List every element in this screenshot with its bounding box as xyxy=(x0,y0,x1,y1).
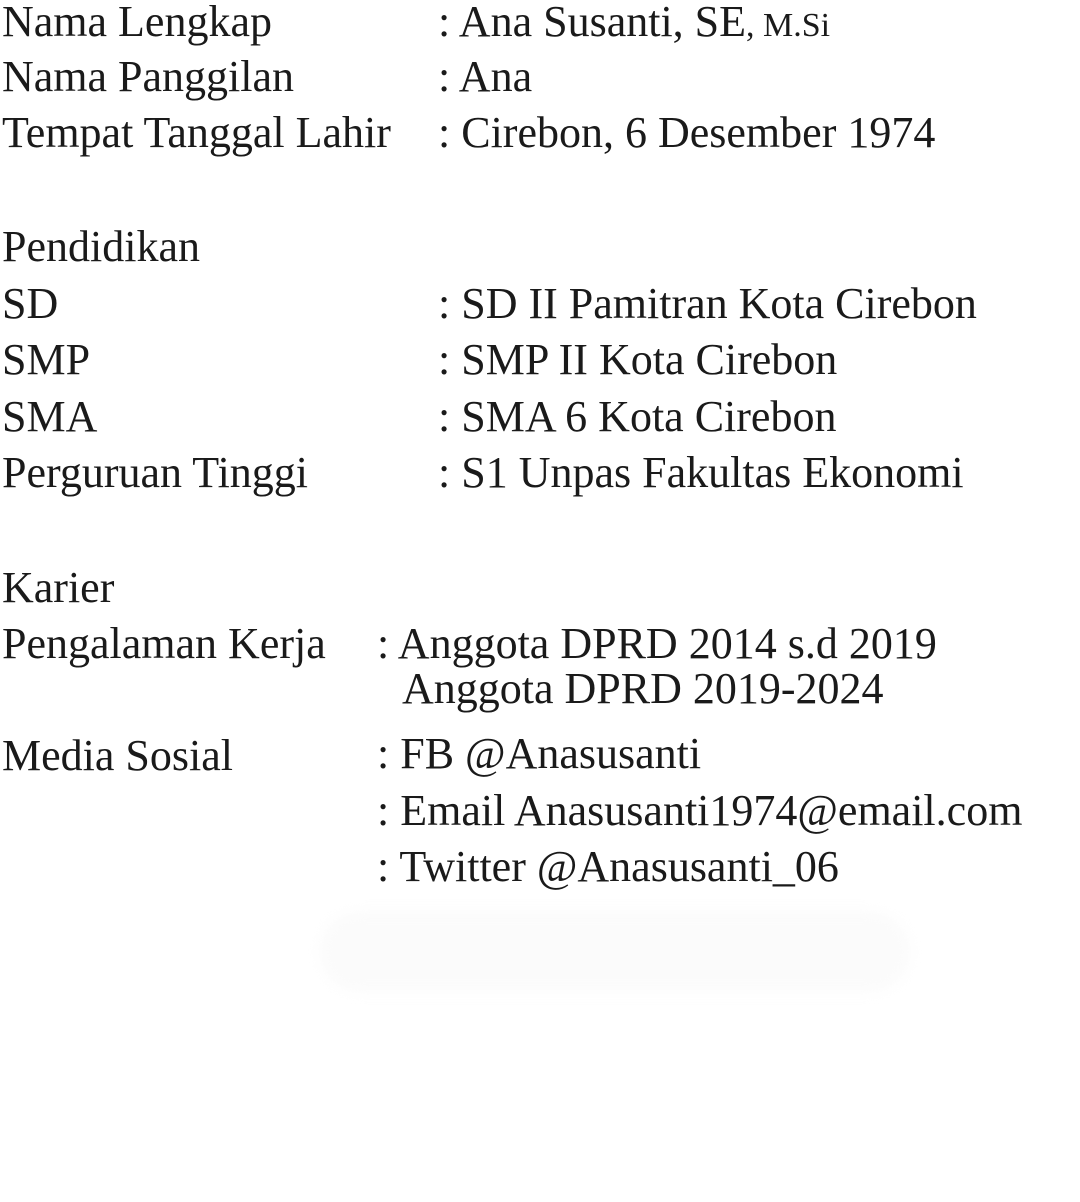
social-email: : Email Anasusanti1974@email.com xyxy=(377,786,1023,835)
birth-label: Tempat Tanggal Lahir xyxy=(2,108,391,157)
education-item-university-label: Perguruan Tinggi xyxy=(2,448,309,497)
full-name-label: Nama Lengkap xyxy=(2,0,272,46)
education-item-sd-value: : SD II Pamitran Kota Cirebon xyxy=(438,279,977,328)
experience-label: Pengalaman Kerja xyxy=(2,619,326,668)
nickname-label: Nama Panggilan xyxy=(2,52,295,101)
full-name-text: : Ana Susanti, SE xyxy=(438,0,747,46)
education-item-university-value: : S1 Unpas Fakultas Ekonomi xyxy=(438,448,964,497)
full-name-value xyxy=(438,0,830,44)
education-item-smp-label: SMP xyxy=(2,335,91,384)
education-heading: Pendidikan xyxy=(2,222,200,271)
career-heading: Karier xyxy=(2,563,115,612)
social-label: Media Sosial xyxy=(2,731,233,780)
education-item-sd-label: SD xyxy=(2,279,59,328)
education-item-sma-label: SMA xyxy=(2,392,98,441)
social-facebook: : FB @Anasusanti xyxy=(377,729,702,778)
experience-value-2: Anggota DPRD 2019-2024 xyxy=(402,664,884,713)
erased-area xyxy=(320,912,910,992)
nickname-value: : Ana xyxy=(438,52,533,101)
experience-value-1: : Anggota DPRD 2014 s.d 2019 xyxy=(377,619,937,668)
full-name-degree: , M.Si xyxy=(746,7,831,44)
education-item-sma-value: : SMA 6 Kota Cirebon xyxy=(438,392,837,441)
birth-value: : Cirebon, 6 Desember 1974 xyxy=(438,108,936,157)
social-twitter: : Twitter @Anasusanti_06 xyxy=(377,842,839,891)
education-item-smp-value: : SMP II Kota Cirebon xyxy=(438,335,838,384)
